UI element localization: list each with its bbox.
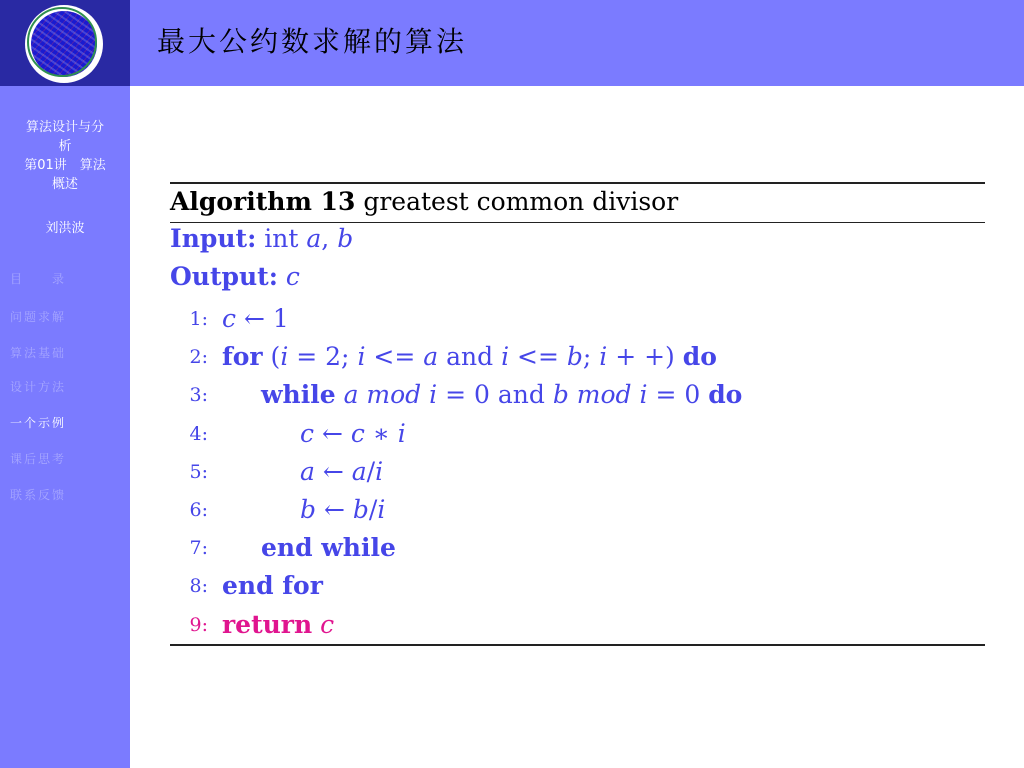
algorithm-caption — [170, 187, 678, 216]
nav-item-problem-solving[interactable]: 问题求解 — [10, 310, 67, 324]
course-title-line-1: 算法设计与分 — [25, 120, 104, 135]
line-number: 4: — [189, 423, 208, 445]
end-for-keyword: end for — [222, 571, 323, 600]
do-keyword: do — [708, 380, 743, 409]
course-title-line-3: 第01讲 算法 — [24, 158, 106, 173]
for-keyword: for — [222, 342, 263, 371]
course-title-line-2: 析 — [58, 139, 72, 154]
sidebar — [0, 0, 130, 768]
algorithm-top-rule — [170, 182, 985, 184]
line-number: 8: — [189, 575, 208, 597]
algorithm-input: Input: int a, b — [170, 224, 354, 253]
input-label: Input: — [170, 224, 257, 253]
line-number: 9: — [189, 614, 208, 636]
nav-item-homework[interactable]: 课后思考 — [10, 452, 67, 466]
logo-panel — [0, 0, 130, 86]
nav-item-example[interactable]: 一个示例 — [10, 416, 67, 430]
logo-ring — [27, 7, 97, 77]
slide-title: 最大公约数求解的算法 — [157, 25, 468, 58]
return-keyword: return — [222, 610, 313, 639]
course-title-line-4: 概述 — [51, 177, 78, 192]
input-type: int — [264, 224, 299, 253]
mod-operator: mod — [366, 380, 422, 409]
nav-item-contents[interactable]: 目 录 — [10, 272, 67, 286]
and-keyword: and — [446, 342, 494, 371]
line-number: 7: — [189, 537, 208, 559]
algorithm-caption-text: greatest common divisor — [363, 187, 679, 216]
line-number: 3: — [189, 384, 208, 406]
course-title — [4, 118, 126, 194]
end-while-keyword: end while — [261, 533, 396, 562]
line-number: 6: — [189, 499, 208, 521]
line-number: 2: — [189, 346, 208, 368]
output-label: Output: — [170, 262, 278, 291]
nav-item-feedback[interactable]: 联系反馈 — [10, 488, 67, 502]
line-number: 1: — [189, 308, 208, 330]
do-keyword: do — [682, 342, 717, 371]
mod-operator: mod — [576, 380, 632, 409]
algorithm-bottom-rule — [170, 644, 985, 646]
line-number: 5: — [189, 461, 208, 483]
algorithm-caption-rule — [170, 222, 985, 223]
while-keyword: while — [261, 380, 336, 409]
algorithm-number: Algorithm 13 — [170, 187, 356, 216]
author-name: 刘洪波 — [45, 221, 85, 236]
algorithm-output: Output: c — [170, 262, 300, 291]
nav-item-design-methods[interactable]: 设计方法 — [10, 380, 67, 394]
and-keyword: and — [497, 380, 545, 409]
nav-item-algorithm-basics[interactable]: 算法基础 — [10, 346, 67, 360]
university-logo — [25, 5, 103, 83]
